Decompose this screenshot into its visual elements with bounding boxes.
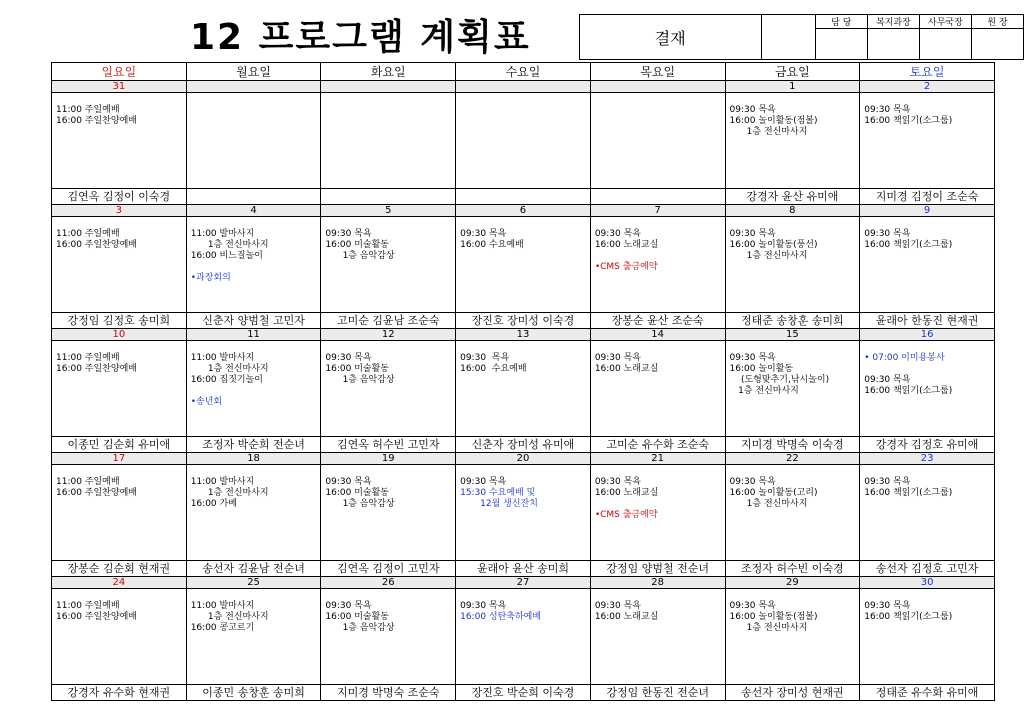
staff-names	[321, 189, 456, 205]
weekday-header: 금요일	[725, 63, 860, 81]
staff-names: 강정임 김정호 송미희	[52, 313, 187, 329]
date-number: 10	[52, 329, 187, 341]
date-number: 17	[52, 453, 187, 465]
weekday-header: 토요일	[860, 63, 995, 81]
date-number: 3	[52, 205, 187, 217]
schedule-text: 09:30 목욕 16:00 수요예배	[460, 353, 527, 374]
schedule-row	[52, 465, 995, 561]
date-number: 4	[186, 205, 321, 217]
date-number: 6	[456, 205, 591, 217]
calendar-table	[51, 62, 995, 701]
day-schedule-cell[interactable]	[52, 465, 187, 561]
staff-names: 강경자 윤산 유미애	[725, 189, 860, 205]
date-number: 12	[321, 329, 456, 341]
date-number: 30	[860, 577, 995, 589]
annotation-note: •송년회	[190, 397, 223, 407]
date-number: 21	[590, 453, 725, 465]
weekday-header: 수요일	[456, 63, 591, 81]
day-schedule-cell[interactable]	[725, 341, 860, 437]
schedule-text: 09:30 목욕 16:00 노래교실	[594, 353, 659, 374]
staff-names: 강경자 김정호 유미애	[860, 437, 995, 453]
day-schedule-cell[interactable]	[860, 217, 995, 313]
day-schedule-cell[interactable]	[321, 341, 456, 437]
day-schedule-cell[interactable]	[456, 93, 591, 189]
schedule-text: 09:30 목욕 16:00 미술활동 1층 음악감상	[325, 601, 395, 633]
day-schedule-cell[interactable]	[186, 93, 321, 189]
day-schedule-cell[interactable]	[52, 217, 187, 313]
day-schedule-cell[interactable]	[725, 217, 860, 313]
schedule-text: 09:30 목욕 16:00 수요예배	[460, 229, 524, 250]
day-schedule-cell[interactable]	[725, 589, 860, 685]
date-number: 20	[456, 453, 591, 465]
staff-names: 조정자 박순희 전순녀	[186, 437, 321, 453]
schedule-row	[52, 589, 995, 685]
date-number: 24	[52, 577, 187, 589]
schedule-text: 09:30 목욕 16:00 노래교실	[594, 601, 659, 622]
date-number: 1	[725, 81, 860, 93]
staff-names: 장진호 장미성 이숙경	[456, 313, 591, 329]
day-schedule-cell[interactable]	[52, 341, 187, 437]
date-number: 14	[590, 329, 725, 341]
staff-names: 김연옥 김정이 고민자	[321, 561, 456, 577]
day-schedule-cell[interactable]	[321, 465, 456, 561]
day-schedule-cell[interactable]	[725, 465, 860, 561]
staff-names: 송선자 김윤남 전순녀	[186, 561, 321, 577]
date-number: 25	[186, 577, 321, 589]
date-row	[52, 205, 995, 217]
schedule-text: 09:30 목욕 16:00 책읽기(소그룹)	[864, 105, 953, 126]
date-number: 29	[725, 577, 860, 589]
staff-names: 신춘자 장미성 유미애	[456, 437, 591, 453]
approval-role: 복지과장	[867, 15, 919, 29]
day-schedule-cell[interactable]	[186, 217, 321, 313]
approval-role: 원 장	[971, 15, 1023, 29]
weekday-header: 월요일	[186, 63, 321, 81]
schedule-text: 09:30 목욕 16:00 책읽기(소그룹)	[864, 229, 953, 250]
staff-names: 윤래아 한동진 현재권	[860, 313, 995, 329]
page-title: 12 프로그램 계획표	[190, 17, 531, 58]
day-schedule-cell[interactable]	[321, 589, 456, 685]
staff-names: 이종민 김순회 유미애	[52, 437, 187, 453]
schedule-text: 11:00 발마사지 1층 전신마사지 16:00 가베	[190, 477, 269, 509]
staff-names: 고미순 김윤남 조순숙	[321, 313, 456, 329]
staff-names: 장진호 박순희 이숙경	[456, 685, 591, 701]
staff-names: 김연옥 허수빈 고민자	[321, 437, 456, 453]
day-schedule-cell[interactable]	[321, 93, 456, 189]
schedule-text: 09:30 목욕 16:00 놀이활동(고리) 1층 전신마사지	[729, 477, 818, 509]
staff-row	[52, 685, 995, 701]
schedule-text: 09:30 목욕 16:00 놀이활동 (도형맞추기,낚시놀이) 1층 전신마사지	[729, 353, 830, 396]
staff-names: 조정자 허수빈 이숙경	[725, 561, 860, 577]
annotation-note: •CMS 출금예약	[594, 262, 658, 272]
date-number: 9	[860, 205, 995, 217]
schedule-text: 09:30 목욕 16:00 미술활동 1층 음악감상	[325, 477, 395, 509]
approval-sign-box[interactable]	[971, 29, 1023, 60]
date-row	[52, 329, 995, 341]
staff-names: 강정임 양범철 전순녀	[590, 561, 725, 577]
approval-spacer	[761, 15, 815, 60]
schedule-row	[52, 217, 995, 313]
date-row	[52, 453, 995, 465]
schedule-text: 11:00 주일예배 16:00 주일찬양예배	[56, 353, 137, 374]
day-schedule-cell[interactable]	[456, 465, 591, 561]
day-schedule-cell[interactable]	[725, 93, 860, 189]
date-number: 5	[321, 205, 456, 217]
approval-sign-box[interactable]	[919, 29, 971, 60]
date-number: 22	[725, 453, 860, 465]
date-number	[321, 81, 456, 93]
date-number: 27	[456, 577, 591, 589]
staff-names: 강경자 유수화 현재권	[52, 685, 187, 701]
date-number: 31	[52, 81, 187, 93]
day-schedule-cell[interactable]	[860, 465, 995, 561]
schedule-text: 09:30 목욕 16:00 책읽기(소그룹)	[864, 601, 953, 622]
approval-table	[579, 14, 1024, 60]
schedule-text: 11:00 주일예배 16:00 주일찬양예배	[56, 229, 137, 250]
day-schedule-cell[interactable]	[186, 465, 321, 561]
approval-role: 담 당	[815, 15, 867, 29]
date-number: 15	[725, 329, 860, 341]
date-number: 19	[321, 453, 456, 465]
schedule-text: 09:30 목욕 16:00 성탄축하예배	[460, 601, 542, 622]
staff-names	[186, 189, 321, 205]
staff-names	[456, 189, 591, 205]
staff-row	[52, 189, 995, 205]
schedule-text: 09:30 목욕 16:00 놀이활동(점볼) 1층 전신마사지	[729, 601, 818, 633]
date-number: 18	[186, 453, 321, 465]
staff-names: 지미경 박명숙 이숙경	[725, 437, 860, 453]
date-row	[52, 577, 995, 589]
schedule-text: 11:00 발마사지 1층 전신마사지 16:00 집짓기놀이	[190, 353, 269, 385]
day-schedule-cell[interactable]	[52, 93, 187, 189]
staff-row	[52, 437, 995, 453]
staff-names: 정태준 유수화 유미애	[860, 685, 995, 701]
schedule-text: 09:30 목욕 16:00 미술활동 1층 음악감상	[325, 229, 395, 261]
day-schedule-cell[interactable]	[52, 589, 187, 685]
schedule-text: 09:30 목욕 16:00 놀이활동(점볼) 1층 전신마사지	[729, 105, 818, 137]
schedule-text: 09:30 목욕 16:00 노래교실	[594, 477, 659, 498]
approval-sign-box[interactable]	[815, 29, 867, 60]
day-schedule-cell[interactable]	[590, 341, 725, 437]
date-row	[52, 81, 995, 93]
schedule-text: 09:30 목욕 15:30 수요예배 및 12월 생신잔치	[460, 477, 538, 509]
schedule-text: 11:00 발마사지 1층 전신마사지 16:00 콩고르기	[190, 601, 269, 633]
day-schedule-cell[interactable]	[456, 589, 591, 685]
staff-names: 강정임 한동진 전순녀	[590, 685, 725, 701]
day-schedule-cell[interactable]	[860, 589, 995, 685]
staff-names: 지미경 김정이 조순숙	[860, 189, 995, 205]
schedule-text: 09:30 목욕 16:00 놀이활동(풍선) 1층 전신마사지	[729, 229, 818, 261]
staff-names: 이종민 송창훈 송미희	[186, 685, 321, 701]
schedule-text: 11:00 주일예배 16:00 주일찬양예배	[56, 601, 137, 622]
schedule-text: 09:30 목욕 16:00 노래교실	[594, 229, 659, 250]
staff-row	[52, 561, 995, 577]
staff-names: 송선자 김정호 고민자	[860, 561, 995, 577]
staff-names	[590, 189, 725, 205]
date-number: 2	[860, 81, 995, 93]
staff-names: 장봉순 윤산 조순숙	[590, 313, 725, 329]
schedule-text: 11:00 주일예배 16:00 주일찬양예배	[56, 477, 137, 498]
staff-names: 신춘자 양범철 고민자	[186, 313, 321, 329]
date-number: 13	[456, 329, 591, 341]
staff-names: 김연옥 김정이 이숙경	[52, 189, 187, 205]
schedule-text: 11:00 주일예배 16:00 주일찬양예배	[56, 105, 137, 126]
date-number: 26	[321, 577, 456, 589]
staff-names: 정태준 송창훈 송미희	[725, 313, 860, 329]
day-schedule-cell[interactable]	[860, 93, 995, 189]
approval-label: 결재	[580, 15, 762, 60]
schedule-text: • 07:00 이미용봉사 09:30 목욕 16:00 책읽기(소그룹)	[864, 353, 953, 396]
date-number	[186, 81, 321, 93]
schedule-text: 09:30 목욕 16:00 책읽기(소그룹)	[864, 477, 953, 498]
day-schedule-cell[interactable]	[456, 217, 591, 313]
weekday-header: 화요일	[321, 63, 456, 81]
day-schedule-cell[interactable]	[186, 341, 321, 437]
day-schedule-cell[interactable]	[456, 341, 591, 437]
day-schedule-cell[interactable]	[321, 217, 456, 313]
day-schedule-cell[interactable]	[860, 341, 995, 437]
schedule-text: 11:00 발마사지 1층 전신마사지 16:00 비느질놀이	[190, 229, 269, 261]
date-number: 28	[590, 577, 725, 589]
day-schedule-cell[interactable]	[590, 465, 725, 561]
schedule-row	[52, 341, 995, 437]
schedule-text: 09:30 목욕 16:00 미술활동 1층 음악감상	[325, 353, 395, 385]
staff-row	[52, 313, 995, 329]
weekday-header: 목요일	[590, 63, 725, 81]
date-number	[590, 81, 725, 93]
date-number	[456, 81, 591, 93]
staff-names: 지미경 박명숙 조순숙	[321, 685, 456, 701]
approval-role: 사무국장	[919, 15, 971, 29]
date-number: 11	[186, 329, 321, 341]
annotation-note: •과장회의	[190, 273, 231, 283]
day-schedule-cell[interactable]	[590, 589, 725, 685]
annotation-note: •CMS 출금예약	[594, 510, 658, 520]
day-schedule-cell[interactable]	[186, 589, 321, 685]
day-schedule-cell[interactable]	[590, 93, 725, 189]
approval-sign-box[interactable]	[867, 29, 919, 60]
date-number: 7	[590, 205, 725, 217]
date-number: 8	[725, 205, 860, 217]
date-number: 16	[860, 329, 995, 341]
staff-names: 고미순 유수화 조순숙	[590, 437, 725, 453]
schedule-row	[52, 93, 995, 189]
weekday-header: 일요일	[52, 63, 187, 81]
staff-names: 윤래아 윤산 송미희	[456, 561, 591, 577]
staff-names: 송선자 장미성 현재권	[725, 685, 860, 701]
day-schedule-cell[interactable]	[590, 217, 725, 313]
staff-names: 장봉순 김순회 현재권	[52, 561, 187, 577]
date-number: 23	[860, 453, 995, 465]
weekday-header-row	[52, 63, 995, 81]
